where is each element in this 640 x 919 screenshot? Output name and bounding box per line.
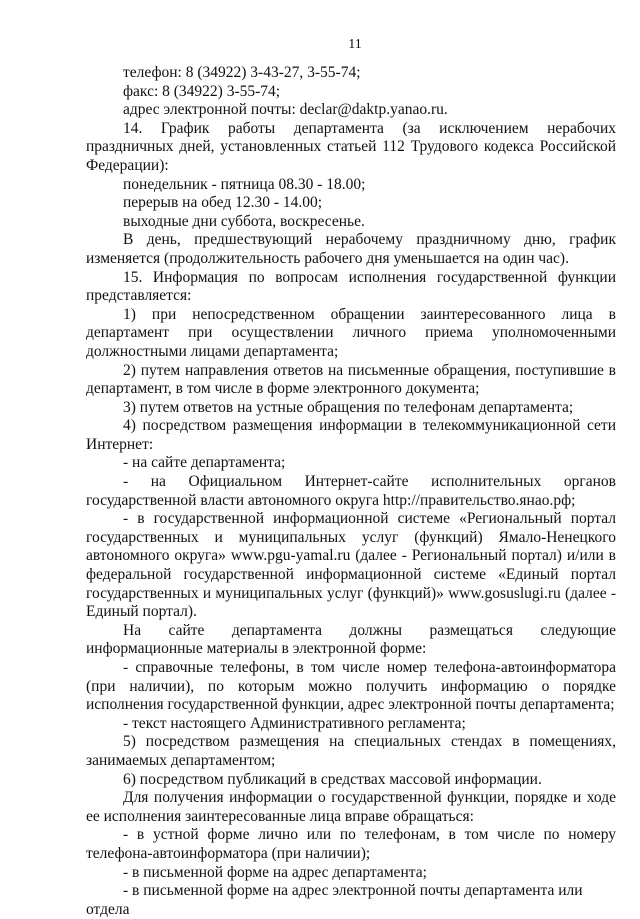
paragraph: В день, предшествующий нерабочему праздничному дню, график изменяется (продолжительность рабочего дня уменьшается на один час). [86,231,616,267]
paragraph: - текст настоящего Административного регламента; [123,714,466,732]
paragraph: 3) путем ответов на устные обращения по телефонам департамента; [123,398,574,416]
paragraph: 5) посредством размещения на специальных стендах в помещениях, занимаемых департаментом; [86,733,616,769]
paragraph: 4) посредством размещения информации в телекоммуникационной сети Интернет: [86,417,616,453]
paragraph: На сайте департамента должны размещаться следующие информационные материалы в электронной форме: [86,621,616,658]
paragraph: 14. График работы департамента (за исключением нерабочих праздничных дней, установленных статьей 112 Трудового кодекса Российской Федерации): [86,119,616,174]
paragraph: - в устной форме лично или по телефонам, в том числе по номеру телефона-автоинформатора (при наличии); [86,826,616,862]
paragraph: выходные дни суббота, воскресенье. [123,212,365,230]
page-number: 11 [348,37,362,52]
paragraph: 1) при непосредственном обращении заинтересованного лица в департамент при осуществлении личного приема уполномоченными должностными лицами департамента; [86,305,616,360]
paragraph: - в письменной форме на адрес электронной почты департамента или отдела [86,882,583,918]
paragraph: факс: 8 (34922) 3-55-74; [123,82,281,100]
paragraph: - в государственной информационной системе «Региональный портал государственных и муниципальных услуг (функций) Ямало-Ненецкого автономного округа» www.pgu-yamal.ru (далее - Региональный портал) и/или в федеральной государственной информационной системе «Единый портал государственных и муниципальных услуг (функций)» www.gosuslugi.ru (далее - Единый портал). [86,510,616,621]
paragraph: - на сайте департамента; [123,454,286,472]
document-body [86,64,616,919]
paragraph: - в письменной форме на адрес департамента; [123,863,427,881]
paragraph: 6) посредством публикаций в средствах массовой информации. [123,770,542,788]
paragraph: 15. Информация по вопросам исполнения государственной функции представляется: [86,268,616,305]
paragraph: - справочные телефоны, в том числе номер телефона-автоинформатора (при наличии), по которым можно получить информацию о порядке исполнения государственной функции, адрес электронной почты департамента; [86,659,616,714]
paragraph: Для получения информации о государственной функции, порядке и ходе ее исполнения заинтересованные лица вправе обращаться: [86,789,616,825]
paragraph: телефон: 8 (34922) 3-43-27, 3-55-74; [123,64,361,81]
paragraph: - на Официальном Интернет-сайте исполнительных органов государственной власти автономного округа http://правительство.янао.рф; [86,473,616,509]
paragraph: перерыв на обед 12.30 - 14.00; [123,194,323,212]
paragraph: адрес электронной почты: declar@daktp.yanao.ru. [123,101,448,119]
paragraph: понедельник - пятница 08.30 - 18.00; [123,175,366,193]
paragraph: 2) путем направления ответов на письменные обращения, поступившие в департамент, в том числе в форме электронного документа; [86,361,616,398]
